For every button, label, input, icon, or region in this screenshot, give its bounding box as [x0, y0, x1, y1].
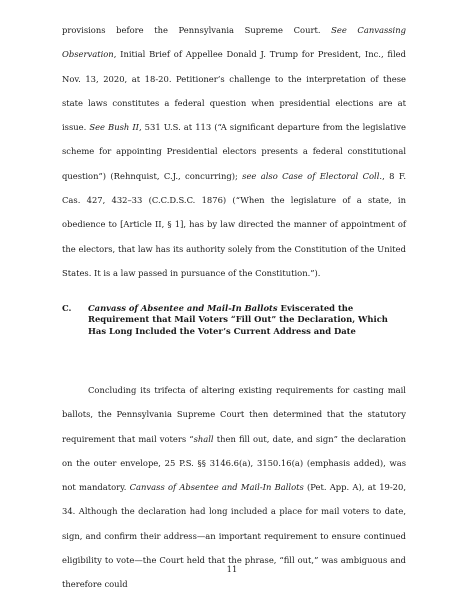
page-number: 11: [226, 564, 238, 574]
text-run: , 531 U.S. at 113 (“A significant departure from the legislative scheme for appointing Presidential electors presents a federal constitutional question”) (Rehnquist, C.J., concurring);: [62, 122, 406, 181]
text-run: Concluding its trifecta of altering existing requirements for casting mail ballots, the Pennsylvania Supreme Court then determined that the statutory requirement that mail voters “: [62, 385, 406, 444]
section-heading: [62, 303, 406, 337]
heading-rest: Eviscerated the Requirement that Mail Voters “Fill Out” the Declaration, Which Has Long Included the Voter’s Current Address and Date: [88, 303, 388, 336]
citation-italic: Canvass of Absentee and Mail-In Ballots: [129, 482, 304, 493]
text-run: , Initial Brief of Appellee Donald J. Trump for President, Inc., filed Nov. 13, 2020, at 18-20. Petitioner’s challenge to the interpretation of these state laws constitutes a federal question when presidential elections are at issue.: [62, 49, 406, 133]
body-paragraph-1: [62, 18, 406, 285]
text-run: provisions before the Pennsylvania Supreme Court.: [62, 25, 332, 35]
emphasis-italic: shall: [193, 433, 214, 444]
text-run: (Pet. App. A), at 19-20, 34. Although the declaration had long included a place for mail voters to date, sign, and confirm their address—an important requirement to ensure continued eligibility to vote—the Court held that the phrase, “fill out,” was ambiguous and therefore could: [62, 482, 406, 590]
text-run: , 8 F. Cas. 427, 432–33 (C.C.D.S.C. 1876) (“When the legislature of a state, in obedience to [Article II, § 1], has by law directed the manner of appointment of the electors, that law has its authority solely from the Constitution of the United States. It is a law passed in pursuance of the Constitution.”).: [62, 170, 406, 278]
citation-italic: See Bush II: [89, 122, 139, 133]
citation-italic: See Canvassing Observation: [62, 25, 406, 60]
section-heading-text: [88, 303, 406, 337]
section-letter: C.: [62, 303, 72, 313]
citation-italic: see also Case of Electoral Coll.: [242, 170, 383, 181]
text-run: then fill out, date, and sign” the declaration on the outer envelope, 25 P.S. §§ 3146.6(a), 3150.16(a) (emphasis added), was not mandatory.: [62, 433, 406, 493]
heading-italic: Canvass of Absentee and Mail-In Ballots: [88, 303, 278, 313]
